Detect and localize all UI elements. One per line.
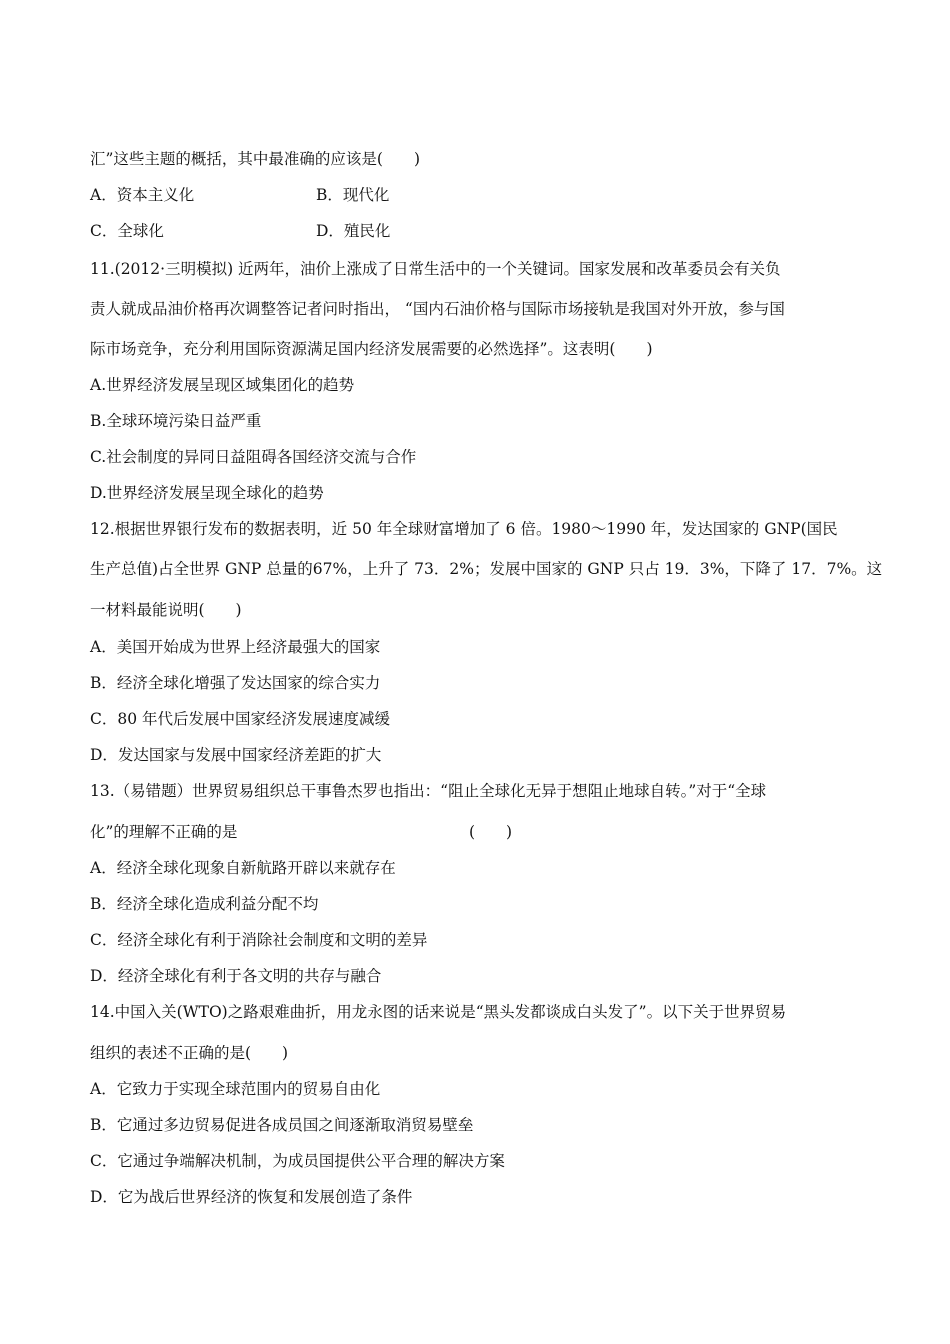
q13-answer-bracket: ( ) [469, 823, 513, 841]
q10-option-d: D．殖民化 [316, 222, 391, 240]
q12-stem-line-1: 12.根据世界银行发布的数据表明，近 50 年全球财富增加了 6 倍。1980～1990 年，发达国家的 GNP(国民 [90, 520, 838, 538]
q12-option-b: B．经济全球化增强了发达国家的综合实力 [90, 674, 381, 692]
q13-stem-line-1: 13.（易错题）世界贸易组织总干事鲁杰罗也指出：“阻止全球化无异于想阻止地球自转。”对于“全球 [90, 782, 767, 800]
q10-option-a: A．资本主义化 [90, 186, 195, 204]
q11-stem-line-1: 11.(2012·三明模拟) 近两年，油价上涨成了日常生活中的一个关键词。国家发展和改革委员会有关负 [90, 260, 781, 278]
q12-option-a: A．美国开始成为世界上经济最强大的国家 [90, 638, 381, 656]
q10-stem-continuation: 汇”这些主题的概括，其中最准确的应该是( ) [90, 150, 421, 168]
q13-option-a: A．经济全球化现象自新航路开辟以来就存在 [90, 859, 396, 877]
q14-option-a: A．它致力于实现全球范围内的贸易自由化 [90, 1080, 381, 1098]
q11-stem-line-2: 责人就成品油价格再次调整答记者问时指出， “国内石油价格与国际市场接轨是我国对外开放，参与国 [90, 300, 785, 318]
q13-option-b: B．经济全球化造成利益分配不均 [90, 895, 319, 913]
q11-option-a: A.世界经济发展呈现区域集团化的趋势 [90, 376, 355, 394]
q12-option-c: C．80 年代后发展中国家经济发展速度减缓 [90, 710, 391, 728]
q11-stem-line-3: 际市场竞争，充分利用国际资源满足国内经济发展需要的必然选择”。这表明( ) [90, 340, 653, 358]
q14-option-b: B．它通过多边贸易促进各成员国之间逐渐取消贸易壁垒 [90, 1116, 474, 1134]
q12-stem-line-2: 生产总值)占全世界 GNP 总量的67%，上升了 73．2%；发展中国家的 GNP 只占 19．3%，下降了 17．7%。这 [90, 560, 883, 578]
q14-stem-line-1: 14.中国入关(WTO)之路艰难曲折，用龙永图的话来说是“黑头发都谈成白头发了”。以下关于世界贸易 [90, 1003, 787, 1021]
q14-option-d: D．它为战后世界经济的恢复和发展创造了条件 [90, 1188, 413, 1206]
q14-option-c: C．它通过争端解决机制，为成员国提供公平合理的解决方案 [90, 1152, 505, 1170]
q13-option-c: C．经济全球化有利于消除社会制度和文明的差异 [90, 931, 428, 949]
q12-option-d: D．发达国家与发展中国家经济差距的扩大 [90, 746, 382, 764]
q11-option-b: B.全球环境污染日益严重 [90, 412, 262, 430]
q14-stem-line-2: 组织的表述不正确的是( ) [90, 1044, 289, 1062]
q11-option-d: D.世界经济发展呈现全球化的趋势 [90, 484, 324, 502]
q11-option-c: C.社会制度的异同日益阻碍各国经济交流与合作 [90, 448, 417, 466]
q10-option-c: C．全球化 [90, 222, 164, 240]
q13-stem-line-2: 化”的理解不正确的是 [90, 823, 238, 841]
q10-option-b: B．现代化 [316, 186, 390, 204]
q12-stem-line-3: 一材料最能说明( ) [90, 601, 242, 619]
q13-option-d: D．经济全球化有利于各文明的共存与融合 [90, 967, 382, 985]
